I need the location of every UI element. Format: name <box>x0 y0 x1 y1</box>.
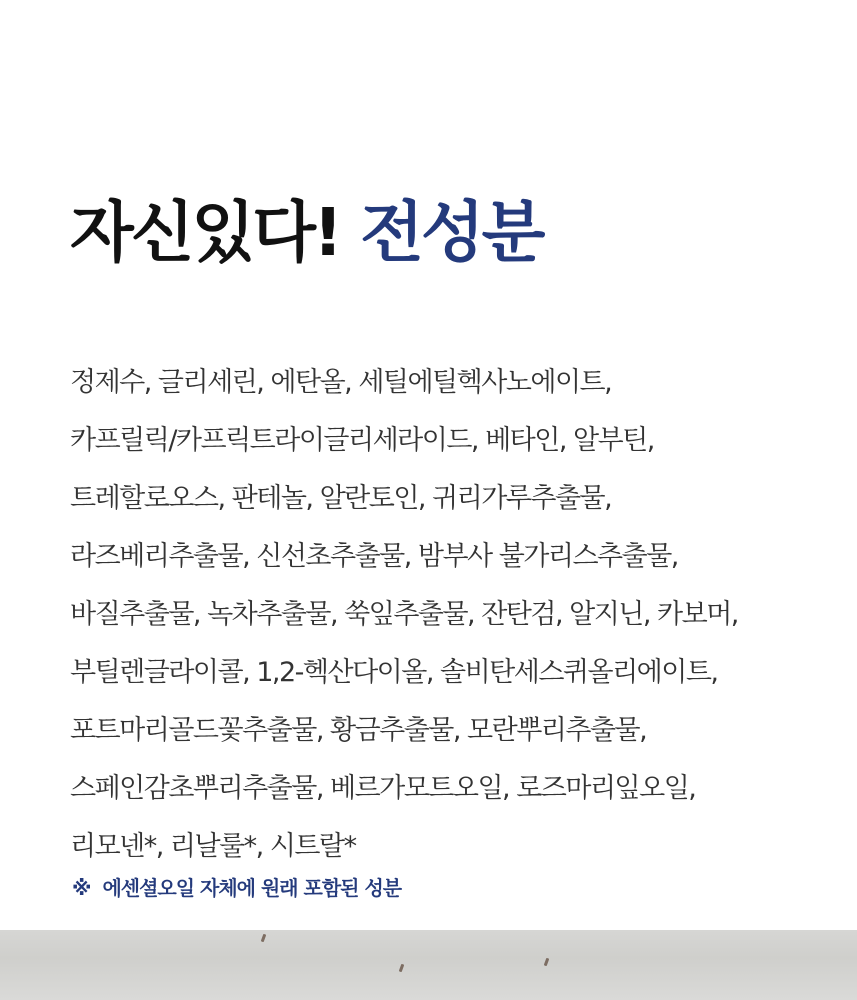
page-title <box>70 188 542 278</box>
speck-mark <box>544 958 550 967</box>
bottom-photo-strip <box>0 930 857 1000</box>
reference-mark-icon: ※ <box>72 876 91 900</box>
footnote-text: 에센셜오일 자체에 원래 포함된 성분 <box>102 876 402 900</box>
ingredient-line: 포트마리골드꽃추출물, 황금추출물, 모란뿌리추출물, <box>70 715 647 746</box>
ingredient-line: 부틸렌글라이콜, 1,2-헥산다이올, 솔비탄세스퀴올리에이트, <box>70 657 718 688</box>
ingredient-line: 리모넨*, 리날룰*, 시트랄* <box>70 831 356 862</box>
ingredient-line: 라즈베리추출물, 신선초추출물, 밤부사 불가리스추출물, <box>70 541 678 572</box>
headline-text: 자신있다! <box>70 194 341 271</box>
ingredient-line: 정제수, 글리세린, 에탄올, 세틸에틸헥사노에이트, <box>70 367 612 398</box>
ingredient-line: 스페인감초뿌리추출물, 베르가모트오일, 로즈마리잎오일, <box>70 773 696 804</box>
speck-mark <box>399 964 405 973</box>
speck-mark <box>261 934 267 943</box>
ingredient-line: 트레할로오스, 판테놀, 알란토인, 귀리가루추출물, <box>70 483 612 514</box>
footnote <box>72 872 401 901</box>
ingredient-line: 카프릴릭/카프릭트라이글리세라이드, 베타인, 알부틴, <box>70 425 654 456</box>
headline-accent: 전성분 <box>360 194 543 271</box>
ingredient-line: 바질추출물, 녹차추출물, 쑥잎추출물, 잔탄검, 알지닌, 카보머, <box>70 599 738 630</box>
ingredient-list <box>70 354 830 876</box>
